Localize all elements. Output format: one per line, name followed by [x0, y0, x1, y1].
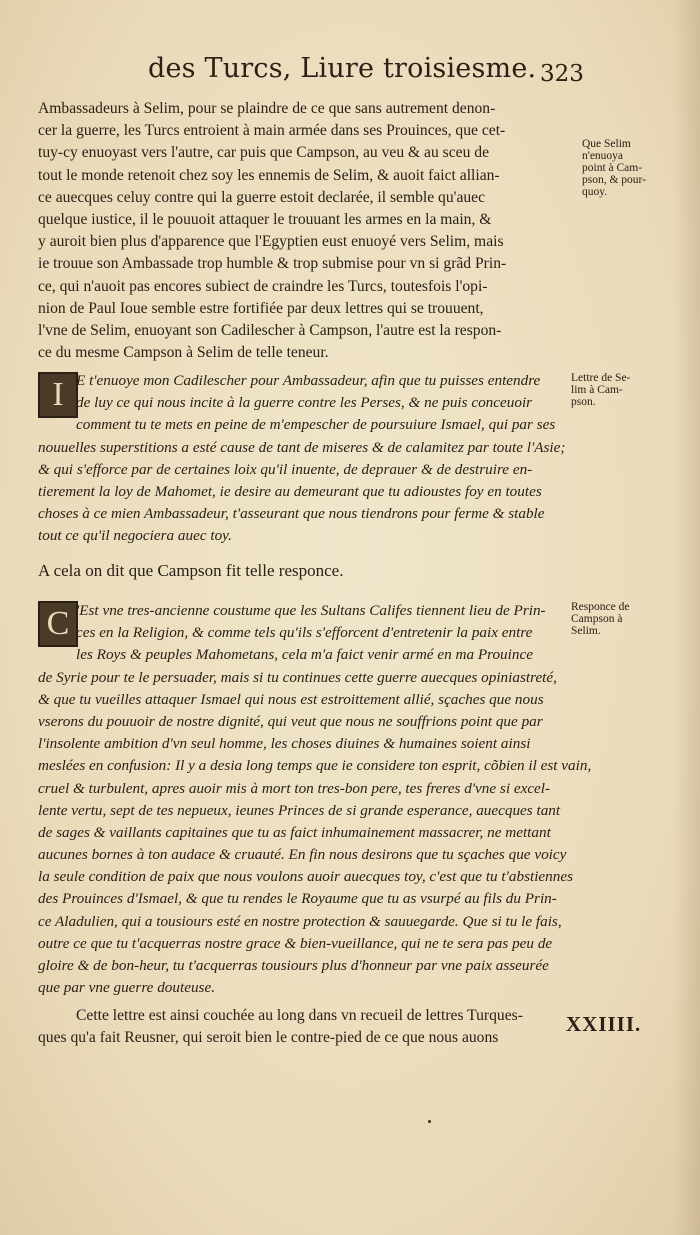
- margin-note-line: pson, & pour-: [582, 174, 646, 186]
- text-line: comment tu te mets en peine de m'empescher de poursuiure Ismael, qui par ses: [76, 416, 556, 434]
- text-line: outre ce que tu t'acquerras nostre grace & bien-vueillance, qui ne te sera pas peu de: [38, 934, 553, 952]
- text-line: quelque iustice, il le pouuoit attaquer le trouuant les armes en la main, &: [38, 210, 492, 228]
- text-line: les Roys & peuples Mahometans, cela m'a faict venir armé en ma Prouince: [76, 646, 533, 664]
- drop-cap-initial: C: [38, 601, 78, 647]
- letter-selim: [38, 370, 568, 548]
- text-line: Cette lettre est ainsi couchée au long dans vn recueil de lettres Turques-: [76, 1007, 523, 1024]
- transition-line: A cela on dit que Campson fit telle responce.: [38, 561, 344, 580]
- text-line: de Syrie pour te le persuader, mais si tu continues cette guerre auecques opiniastreté,: [38, 668, 557, 686]
- text-line: tout le monde retenoit chez soy les ennemis de Selim, & auoit faict allian-: [38, 166, 500, 184]
- text-line: de luy ce qui nous incite à la guerre contre les Perses, & ne puis conceuoir: [76, 394, 533, 412]
- text-line: ces en la Religion, & comme tels qu'ils s'efforcent d'entretenir la paix entre: [76, 624, 533, 642]
- text-line: cruel & turbulent, apres auoir mis à mort ton tres-bon pere, tes freres d'vne si excel-: [38, 779, 551, 797]
- drop-cap-initial: I: [38, 372, 78, 418]
- text-line: & qui s'efforce par de certaines loix qu'il inuente, de deprauer & de destruire en-: [38, 460, 533, 478]
- text-line: que par vne guerre douteuse.: [38, 979, 215, 997]
- text-line: ce, qui n'auoit pas encores subiect de craindre les Turcs, toutesfois l'opi-: [38, 277, 488, 295]
- margin-note-line: n'enuoya: [582, 150, 624, 162]
- text-line: E t'enuoye mon Cadilescher pour Ambassadeur, afin que tu puisses entendre: [76, 372, 541, 389]
- margin-note-selim: [582, 138, 646, 198]
- text-line: y auroit bien plus d'apparence que l'Egyptien eust enuoyé vers Selim, mais: [38, 233, 504, 251]
- margin-note-responce: [571, 601, 629, 637]
- text-line: tuy-cy enuoyast vers l'autre, car puis que Campson, au veu & au sceu de: [38, 144, 489, 162]
- margin-note-line: Selim.: [571, 625, 601, 637]
- text-line: ce Aladulien, qui a tousiours esté en nostre protection & sauuegarde. Que si tu le fais,: [38, 912, 562, 930]
- gutter-shadow: [674, 0, 700, 1235]
- text-line: l'insolente ambition d'vn seul homme, les choses diuines & humaines soient ainsi: [38, 735, 531, 753]
- running-head: des Turcs, Liure troisiesme.: [148, 53, 537, 84]
- margin-note-line: Campson à: [571, 613, 623, 625]
- margin-note-line: Lettre de Se-: [571, 372, 631, 384]
- margin-note-line: Que Selim: [582, 138, 631, 150]
- text-line: ques qu'a fait Reusner, qui seroit bien le contre-pied de ce que nous auons: [38, 1029, 499, 1047]
- ink-speck: [428, 1120, 431, 1123]
- text-line: ce auecques celuy contre qui la guerre estoit declarée, il semble qu'auec: [38, 188, 486, 206]
- text-line: tout ce qu'il negociera auec toy.: [38, 527, 232, 545]
- margin-note-lettre: [571, 372, 630, 408]
- paragraph-narrative: [38, 98, 568, 364]
- text-line: gloire & de bon-heur, tu t'acquerras tousiours plus d'honneur par vne paix asseurée: [38, 957, 549, 974]
- text-line: 'Est vne tres-ancienne coustume que les Sultans Califes tiennent lieu de Prin-: [76, 602, 546, 619]
- text-line: ce du mesme Campson à Selim de telle teneur.: [38, 344, 329, 362]
- text-line: lente vertu, sept de tes nepueux, ieunes Princes de si grande esperance, auecques tant: [38, 801, 561, 819]
- text-line: tierement la loy de Mahomet, ie desire au demeurant que tu adioustes foy en toutes: [38, 482, 542, 500]
- page-number: 323: [540, 61, 584, 87]
- margin-note-line: pson.: [571, 396, 596, 408]
- text-line: des Prouinces d'Ismael, & que tu rendes le Royaume que tu as vsurpé au fils du Prin-: [38, 890, 557, 908]
- text-line: & que tu vueilles attaquer Ismael qui nous est estroittement allié, sçaches que nous: [38, 690, 544, 708]
- text-line: la seule condition de paix que nous voulons auoir auecques toy, c'est que tu t'abstiennes: [38, 868, 574, 886]
- signature-mark: XXIIII.: [566, 1012, 642, 1036]
- text-line: cer la guerre, les Turcs entroient à main armée dans ses Prouinces, que cet-: [38, 122, 506, 140]
- text-line: Ambassadeurs à Selim, pour se plaindre de ce que sans autrement denon-: [38, 100, 496, 117]
- margin-note-line: lim à Cam-: [571, 384, 623, 396]
- text-line: vserons du pouuoir de nostre dignité, qui veut que nous ne souffrions point que par: [38, 712, 543, 730]
- text-line: ie trouue son Ambassade trop humble & trop submise pour vn si grãd Prin-: [38, 255, 507, 273]
- text-line: nouuelles superstitions a esté cause de tant de miseres & de calamitez par toute l'Asie;: [38, 438, 566, 456]
- text-line: l'vne de Selim, enuoyant son Cadilescher à Campson, l'autre est la respon-: [38, 321, 502, 339]
- text-line: choses à ce mien Ambassadeur, t'asseurant que nous tiendrons pour ferme & stable: [38, 505, 545, 523]
- paragraph-closing: [38, 1005, 568, 1049]
- text-line: nion de Paul Ioue semble estre fortifiée par deux lettres qui se trouuent,: [38, 299, 484, 317]
- margin-note-line: quoy.: [582, 186, 608, 198]
- text-line: aucunes bornes à ton audace & cruauté. En fin nous desirons que tu sçaches que voicy: [38, 846, 567, 864]
- text-line: meslées en confusion: Il y a desia long temps que ie considere ton esprit, cõbien il est vain,: [38, 757, 592, 775]
- text-line: de sages & vaillants capitaines que tu as faict inhumainement massacrer, ne mettant: [38, 823, 551, 841]
- margin-note-line: Responce de: [571, 601, 630, 613]
- margin-note-line: point à Cam-: [582, 162, 643, 174]
